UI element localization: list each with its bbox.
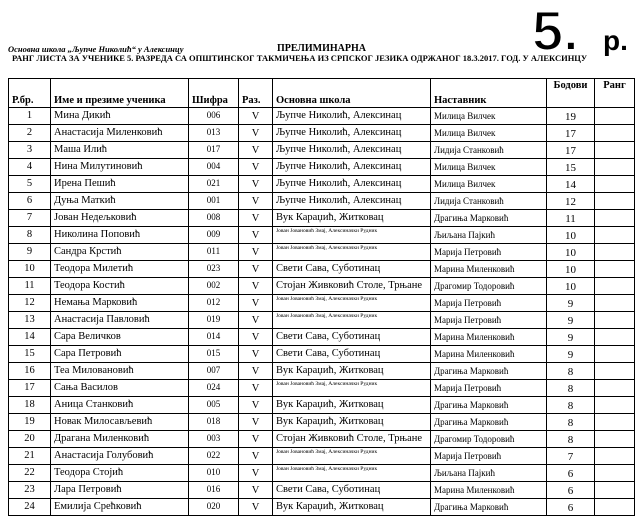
cell-mentor: Љиљана Пајкић	[431, 465, 547, 482]
cell-mentor: Драгиња Марковић	[431, 397, 547, 414]
cell-school: Јован Јовановић Змај, Алексиначки Рудник	[273, 465, 431, 482]
cell-rbr: 3	[9, 142, 51, 159]
cell-mentor: Марија Петровић	[431, 448, 547, 465]
cell-school: Вук Караџић, Житковац	[273, 210, 431, 227]
cell-code: 021	[189, 176, 239, 193]
cell-points: 10	[547, 261, 595, 278]
cell-name: Немања Марковић	[51, 295, 189, 312]
cell-rbr: 2	[9, 125, 51, 142]
cell-mentor: Драгиња Марковић	[431, 363, 547, 380]
cell-school: Јован Јовановић Змај, Алексиначки Рудник	[273, 380, 431, 397]
cell-rbr: 21	[9, 448, 51, 465]
cell-points: 8	[547, 363, 595, 380]
cell-grade: V	[239, 499, 273, 516]
table-row	[9, 278, 635, 295]
cell-mentor: Лидија Станковић	[431, 193, 547, 210]
cell-rbr: 15	[9, 346, 51, 363]
cell-grade: V	[239, 312, 273, 329]
cell-rbr: 14	[9, 329, 51, 346]
cell-code: 004	[189, 159, 239, 176]
cell-code: 024	[189, 380, 239, 397]
cell-rank	[595, 227, 635, 244]
cell-grade: V	[239, 108, 273, 125]
cell-rank	[595, 142, 635, 159]
cell-mentor: Марина Миленковић	[431, 482, 547, 499]
cell-mentor: Драгиња Марковић	[431, 210, 547, 227]
cell-code: 001	[189, 193, 239, 210]
table-row	[9, 295, 635, 312]
table-row	[9, 261, 635, 278]
cell-rbr: 20	[9, 431, 51, 448]
cell-rbr: 13	[9, 312, 51, 329]
cell-school: Вук Караџић, Житковац	[273, 414, 431, 431]
cell-rbr: 24	[9, 499, 51, 516]
cell-rank	[595, 312, 635, 329]
cell-rank	[595, 465, 635, 482]
cell-points: 9	[547, 329, 595, 346]
cell-grade: V	[239, 278, 273, 295]
cell-name: Анастасија Голубовић	[51, 448, 189, 465]
cell-code: 015	[189, 346, 239, 363]
cell-rbr: 5	[9, 176, 51, 193]
cell-points: 10	[547, 244, 595, 261]
cell-mentor: Марија Петровић	[431, 312, 547, 329]
cell-rbr: 7	[9, 210, 51, 227]
cell-grade: V	[239, 193, 273, 210]
school-heading: Основна школа „Љупче Николић“ у Алексинцу	[8, 44, 184, 54]
cell-rank	[595, 346, 635, 363]
cell-rbr: 22	[9, 465, 51, 482]
cell-rbr: 1	[9, 108, 51, 125]
cell-points: 7	[547, 448, 595, 465]
cell-rbr: 6	[9, 193, 51, 210]
cell-mentor: Марина Миленковић	[431, 346, 547, 363]
cell-name: Дуња Маткић	[51, 193, 189, 210]
cell-grade: V	[239, 346, 273, 363]
cell-school: Љупче Николић, Алексинац	[273, 108, 431, 125]
cell-school: Стојан Живковић Столе, Трњане	[273, 278, 431, 295]
cell-rank	[595, 499, 635, 516]
document-subtitle: РАНГ ЛИСТА ЗА УЧЕНИКЕ 5. РАЗРЕДА СА ОПШТИНСКОГ ТАКМИЧЕЊА ИЗ СРПСКОГ ЈЕЗИКА ОДРЖАНОГ 18.3.2017. ГОД. У АЛЕКСИНЦУ	[12, 53, 588, 63]
cell-grade: V	[239, 380, 273, 397]
cell-grade: V	[239, 210, 273, 227]
cell-rank	[595, 329, 635, 346]
cell-points: 9	[547, 346, 595, 363]
cell-rank	[595, 414, 635, 431]
table-row	[9, 244, 635, 261]
cell-code: 010	[189, 465, 239, 482]
cell-points: 6	[547, 465, 595, 482]
table-row	[9, 193, 635, 210]
cell-rank	[595, 159, 635, 176]
cell-code: 016	[189, 482, 239, 499]
cell-rank	[595, 363, 635, 380]
cell-points: 12	[547, 193, 595, 210]
table-row	[9, 482, 635, 499]
cell-school: Јован Јовановић Змај, Алексиначки Рудник	[273, 448, 431, 465]
cell-points: 15	[547, 159, 595, 176]
cell-school: Свети Сава, Суботинац	[273, 329, 431, 346]
cell-points: 19	[547, 108, 595, 125]
cell-points: 8	[547, 397, 595, 414]
cell-grade: V	[239, 482, 273, 499]
cell-rank	[595, 125, 635, 142]
cell-grade: V	[239, 397, 273, 414]
cell-school: Стојан Живковић Столе, Трњане	[273, 431, 431, 448]
cell-name: Теодора Костић	[51, 278, 189, 295]
cell-rank	[595, 295, 635, 312]
cell-name: Теодора Стојић	[51, 465, 189, 482]
cell-name: Драгана Миленковић	[51, 431, 189, 448]
cell-rank	[595, 431, 635, 448]
cell-points: 9	[547, 295, 595, 312]
cell-school: Љупче Николић, Алексинац	[273, 193, 431, 210]
cell-points: 9	[547, 312, 595, 329]
cell-code: 003	[189, 431, 239, 448]
cell-school: Љупче Николић, Алексинац	[273, 125, 431, 142]
cell-points: 10	[547, 227, 595, 244]
col-rbr: Р.бр.	[9, 79, 51, 108]
table-row	[9, 227, 635, 244]
cell-grade: V	[239, 363, 273, 380]
cell-rbr: 11	[9, 278, 51, 295]
cell-mentor: Љиљана Пајкић	[431, 227, 547, 244]
table-row	[9, 142, 635, 159]
table-row	[9, 431, 635, 448]
col-name: Име и презиме ученика	[51, 79, 189, 108]
cell-rbr: 18	[9, 397, 51, 414]
cell-mentor: Милица Вилчек	[431, 159, 547, 176]
cell-code: 007	[189, 363, 239, 380]
cell-school: Вук Караџић, Житковац	[273, 499, 431, 516]
cell-points: 11	[547, 210, 595, 227]
cell-grade: V	[239, 261, 273, 278]
cell-name: Мина Дикић	[51, 108, 189, 125]
cell-grade: V	[239, 295, 273, 312]
table-row	[9, 312, 635, 329]
cell-grade: V	[239, 125, 273, 142]
cell-name: Сара Петровић	[51, 346, 189, 363]
table-row	[9, 397, 635, 414]
cell-rbr: 8	[9, 227, 51, 244]
table-row	[9, 363, 635, 380]
cell-mentor: Драгомир Тодоровић	[431, 278, 547, 295]
col-mentor: Наставник	[431, 79, 547, 108]
cell-mentor: Драгомир Тодоровић	[431, 431, 547, 448]
cell-rank	[595, 448, 635, 465]
cell-points: 8	[547, 414, 595, 431]
cell-points: 6	[547, 482, 595, 499]
cell-name: Николина Поповић	[51, 227, 189, 244]
cell-school: Свети Сава, Суботинац	[273, 482, 431, 499]
cell-rank	[595, 397, 635, 414]
cell-code: 011	[189, 244, 239, 261]
cell-points: 17	[547, 142, 595, 159]
table-row	[9, 210, 635, 227]
cell-school: Вук Караџић, Житковац	[273, 363, 431, 380]
cell-code: 002	[189, 278, 239, 295]
cell-mentor: Милица Вилчек	[431, 125, 547, 142]
cell-name: Сања Василов	[51, 380, 189, 397]
cell-code: 013	[189, 125, 239, 142]
cell-code: 023	[189, 261, 239, 278]
cell-points: 17	[547, 125, 595, 142]
cell-code: 005	[189, 397, 239, 414]
preliminary-heading: ПРЕЛИМИНАРНА	[277, 43, 366, 54]
cell-grade: V	[239, 176, 273, 193]
cell-school: Јован Јовановић Змај, Алексиначки Рудник	[273, 312, 431, 329]
col-rank: Ранг	[595, 79, 635, 108]
cell-name: Емилија Срећковић	[51, 499, 189, 516]
cell-code: 018	[189, 414, 239, 431]
cell-rank	[595, 176, 635, 193]
cell-school: Љупче Николић, Алексинац	[273, 142, 431, 159]
cell-rbr: 17	[9, 380, 51, 397]
cell-rank	[595, 108, 635, 125]
cell-mentor: Лидија Станковић	[431, 142, 547, 159]
col-school: Основна школа	[273, 79, 431, 108]
cell-code: 022	[189, 448, 239, 465]
cell-name: Теа Миловановић	[51, 363, 189, 380]
table-row	[9, 329, 635, 346]
cell-rank	[595, 193, 635, 210]
cell-rank	[595, 278, 635, 295]
cell-school: Свети Сава, Суботинац	[273, 346, 431, 363]
cell-grade: V	[239, 414, 273, 431]
cell-school: Јован Јовановић Змај, Алексиначки Рудник	[273, 227, 431, 244]
cell-grade: V	[239, 329, 273, 346]
cell-code: 009	[189, 227, 239, 244]
cell-name: Аница Станковић	[51, 397, 189, 414]
cell-code: 012	[189, 295, 239, 312]
cell-rank	[595, 210, 635, 227]
cell-mentor: Марина Миленковић	[431, 329, 547, 346]
cell-rbr: 19	[9, 414, 51, 431]
grade-suffix-mark: р.	[603, 25, 628, 56]
cell-name: Маша Илић	[51, 142, 189, 159]
col-code: Шифра	[189, 79, 239, 108]
cell-school: Свети Сава, Суботинац	[273, 261, 431, 278]
ranking-table	[8, 78, 635, 516]
cell-mentor: Милица Вилчек	[431, 176, 547, 193]
cell-grade: V	[239, 142, 273, 159]
table-row	[9, 380, 635, 397]
cell-rank	[595, 380, 635, 397]
cell-points: 6	[547, 499, 595, 516]
cell-school: Јован Јовановић Змај, Алексиначки Рудник	[273, 244, 431, 261]
cell-mentor: Драгиња Марковић	[431, 414, 547, 431]
cell-school: Јован Јовановић Змај, Алексиначки Рудник	[273, 295, 431, 312]
cell-name: Сара Величков	[51, 329, 189, 346]
cell-rbr: 9	[9, 244, 51, 261]
cell-name: Јован Недељковић	[51, 210, 189, 227]
cell-grade: V	[239, 244, 273, 261]
cell-name: Лара Петровић	[51, 482, 189, 499]
col-points: Бодови	[547, 79, 595, 108]
cell-mentor: Марија Петровић	[431, 380, 547, 397]
cell-grade: V	[239, 431, 273, 448]
cell-rbr: 12	[9, 295, 51, 312]
cell-code: 014	[189, 329, 239, 346]
cell-rbr: 23	[9, 482, 51, 499]
grade-number-mark: 5.	[532, 0, 579, 62]
cell-points: 10	[547, 278, 595, 295]
cell-code: 006	[189, 108, 239, 125]
cell-points: 14	[547, 176, 595, 193]
table-row	[9, 499, 635, 516]
table-header-row	[9, 79, 635, 108]
cell-mentor: Милица Вилчек	[431, 108, 547, 125]
table-row	[9, 346, 635, 363]
cell-rbr: 10	[9, 261, 51, 278]
cell-mentor: Марина Миленковић	[431, 261, 547, 278]
cell-rbr: 16	[9, 363, 51, 380]
table-row	[9, 448, 635, 465]
cell-grade: V	[239, 448, 273, 465]
cell-code: 008	[189, 210, 239, 227]
cell-name: Новак Милосављевић	[51, 414, 189, 431]
cell-school: Љупче Николић, Алексинац	[273, 176, 431, 193]
col-grade: Раз.	[239, 79, 273, 108]
cell-name: Нина Милутиновић	[51, 159, 189, 176]
cell-grade: V	[239, 159, 273, 176]
cell-points: 8	[547, 380, 595, 397]
cell-grade: V	[239, 465, 273, 482]
cell-school: Вук Караџић, Житковац	[273, 397, 431, 414]
cell-code: 020	[189, 499, 239, 516]
cell-rank	[595, 244, 635, 261]
cell-mentor: Марија Петровић	[431, 244, 547, 261]
cell-mentor: Драгиња Марковић	[431, 499, 547, 516]
cell-name: Сандра Крстић	[51, 244, 189, 261]
cell-name: Теодора Милетић	[51, 261, 189, 278]
table-row	[9, 465, 635, 482]
table-row	[9, 176, 635, 193]
cell-name: Ирена Пешић	[51, 176, 189, 193]
cell-points: 8	[547, 431, 595, 448]
cell-mentor: Марија Петровић	[431, 295, 547, 312]
cell-name: Анастасија Павловић	[51, 312, 189, 329]
cell-school: Љупче Николић, Алексинац	[273, 159, 431, 176]
table-row	[9, 108, 635, 125]
cell-rank	[595, 482, 635, 499]
cell-code: 017	[189, 142, 239, 159]
table-row	[9, 414, 635, 431]
cell-grade: V	[239, 227, 273, 244]
cell-rbr: 4	[9, 159, 51, 176]
table-row	[9, 125, 635, 142]
table-row	[9, 159, 635, 176]
cell-name: Анастасија Миленковић	[51, 125, 189, 142]
cell-rank	[595, 261, 635, 278]
cell-code: 019	[189, 312, 239, 329]
